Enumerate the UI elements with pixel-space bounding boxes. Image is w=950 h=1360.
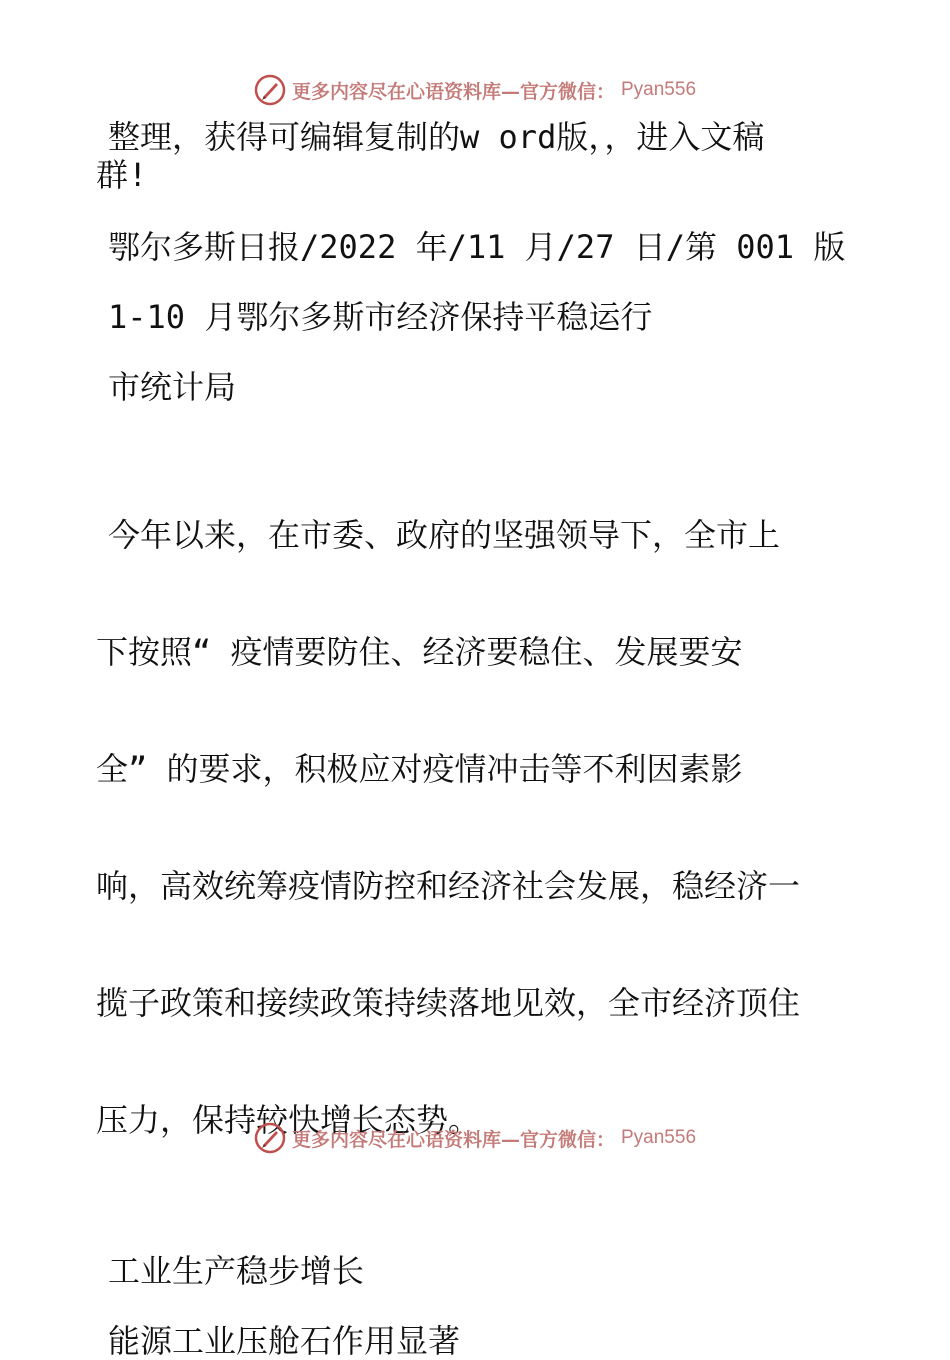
quill-pen-logo-icon bbox=[254, 74, 286, 106]
intro-line-2: 群! bbox=[96, 156, 148, 194]
header-banner bbox=[0, 70, 950, 110]
footer-banner bbox=[0, 1118, 950, 1158]
body-line: 全” 的要求，积极应对疫情冲击等不利因素影 bbox=[96, 750, 743, 788]
banner-text: 更多内容尽在心语资料库—官方微信： bbox=[291, 80, 615, 103]
banner-wechat-id: Pyan556 bbox=[621, 79, 697, 100]
intro-line-1: 整理，获得可编辑复制的w ord版，，进入文稿 bbox=[108, 118, 765, 156]
document-body bbox=[96, 118, 856, 1360]
body-line: 下按照“ 疫情要防住、经济要稳住、发展要安 bbox=[96, 633, 743, 671]
author: 市统计局 bbox=[108, 368, 237, 406]
source-line: 鄂尔多斯日报/2022 年/11 月/27 日/第 001 版 bbox=[108, 228, 846, 266]
body-line: 揽子政策和接续政策持续落地见效，全市经济顶住 bbox=[96, 984, 801, 1022]
subsection-title: 能源工业压舱石作用显著 bbox=[108, 1322, 461, 1360]
section-title: 工业生产稳步增长 bbox=[108, 1252, 365, 1290]
body-line: 压力，保持较快增长态势。 bbox=[96, 1101, 481, 1139]
quill-pen-logo-icon bbox=[254, 1122, 286, 1154]
banner-wechat-id: Pyan556 bbox=[621, 1127, 697, 1148]
body-line: 响，高效统筹疫情防控和经济社会发展，稳经济一 bbox=[96, 867, 801, 905]
body-line: 今年以来，在市委、政府的坚强领导下，全市上 bbox=[108, 516, 781, 554]
body-paragraph bbox=[96, 438, 856, 1218]
banner-text: 更多内容尽在心语资料库—官方微信： bbox=[291, 1128, 615, 1151]
headline: 1-10 月鄂尔多斯市经济保持平稳运行 bbox=[108, 298, 653, 336]
